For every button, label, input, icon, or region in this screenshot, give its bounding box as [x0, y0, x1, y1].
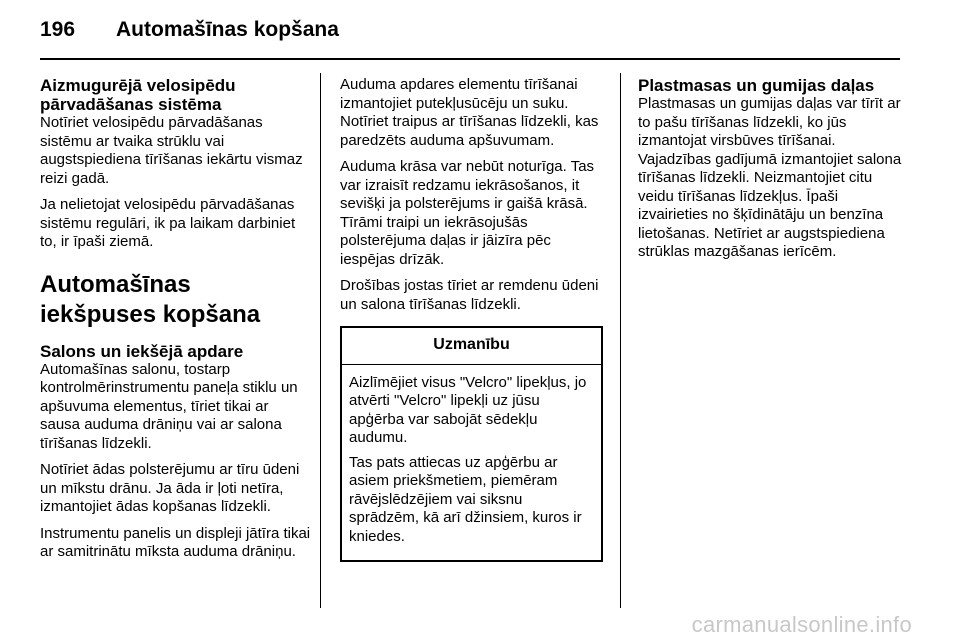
column-left [40, 76, 312, 570]
heading-plastic-rubber: Plastmasas un gumijas daļas [638, 76, 875, 95]
header-rule [40, 58, 900, 60]
paragraph: Notīriet ādas polsterējumu ar tīru ūdeni un mīkstu drānu. Ja āda ir ļoti netīra, izmantojiet ādas kopšanas līdzekli. [40, 461, 300, 515]
paragraph: Plastmasas un gumijas daļas var tīrīt ar to pašu tīrīšanas līdzekli, ko jūs izmantojat virsbūves tīrīšanai. Vajadzības gadījumā izmantojiet salona tīrīšanas līdzekli. Neizmantojiet citu veidu tīrīšanas līdzekļus. Īpaši izvairieties no šķīdinātāju un benzīna lietošanas. Netīriet ar augstspiediena strūklas mazgāšanas ierīcēm. [638, 95, 902, 260]
warning-box [340, 326, 603, 562]
column-middle [340, 76, 606, 562]
paragraph: Drošības jostas tīriet ar remdenu ūdeni un salona tīrīšanas līdzekli. [340, 277, 599, 313]
paragraph: Instrumentu panelis un displeji jātīra tikai ar samitrinātu mīksta auduma drāniņu. [40, 524, 311, 560]
column-right [638, 76, 904, 270]
paragraph: Auduma apdares elementu tīrīšanai izmantojiet putekļusūcēju un suku. Notīriet traipus ar tīrīšanas līdzekli, kas paredzēts auduma apšuvumam. [340, 76, 599, 149]
paragraph: Automašīnas salonu, tostarp kontrolmērinstrumentu paneļa stiklu un apšuvuma elementus, tīriet tikai ar sausa auduma drāniņu vai ar salona tīrīšanas līdzekli. [40, 360, 298, 452]
paragraph: Ja nelietojat velosipēdu pārvadāšanas sistēmu regulāri, ik pa laikam darbiniet to, ir īpaši ziemā. [40, 196, 296, 250]
page-number: 196 [40, 18, 76, 41]
warning-body [342, 365, 601, 561]
heading-bike-carrier: Aizmugurējā velosipēdu pārvadāšanas sistēma [40, 76, 236, 114]
chapter-title: Automašīnas kopšana [116, 18, 339, 41]
column-divider-2 [620, 73, 621, 608]
warning-paragraph: Aizlīmējiet visus "Velcro" lipekļus, jo atvērti "Velcro" lipekļi uz jūsu apģērba var sabojāt sēdekļu audumu. [349, 373, 587, 446]
paragraph: Auduma krāsa var nebūt noturīga. Tas var izraisīt redzamu iekrāsošanos, it sevišķi ja polsterējums ir gaišā krāsā. Tīrāmi traipi un iekrāsojušās polsterējuma daļas ir jāizīra pēc iespējas drīzāk. [340, 158, 595, 268]
watermark: carmanualsonline.info [691, 612, 912, 637]
heading-interior-care: Automašīnas iekšpuses kopšana [40, 270, 261, 328]
column-divider-1 [320, 73, 321, 608]
heading-salon: Salons un iekšējā apdare [40, 341, 244, 361]
warning-title: Uzmanību [342, 328, 601, 365]
warning-paragraph: Tas pats attiecas uz apģērbu ar asiem priekšmetiem, piemēram rāvējslēdzējiem vai siksnu sprādzēm, kā arī džinsiem, kuros ir kniedes. [349, 453, 582, 545]
paragraph: Notīriet velosipēdu pārvadāšanas sistēmu ar tvaika strūklu vai augstspiediena tīrīšanas iekārtu vismaz reizi gadā. [40, 114, 303, 187]
